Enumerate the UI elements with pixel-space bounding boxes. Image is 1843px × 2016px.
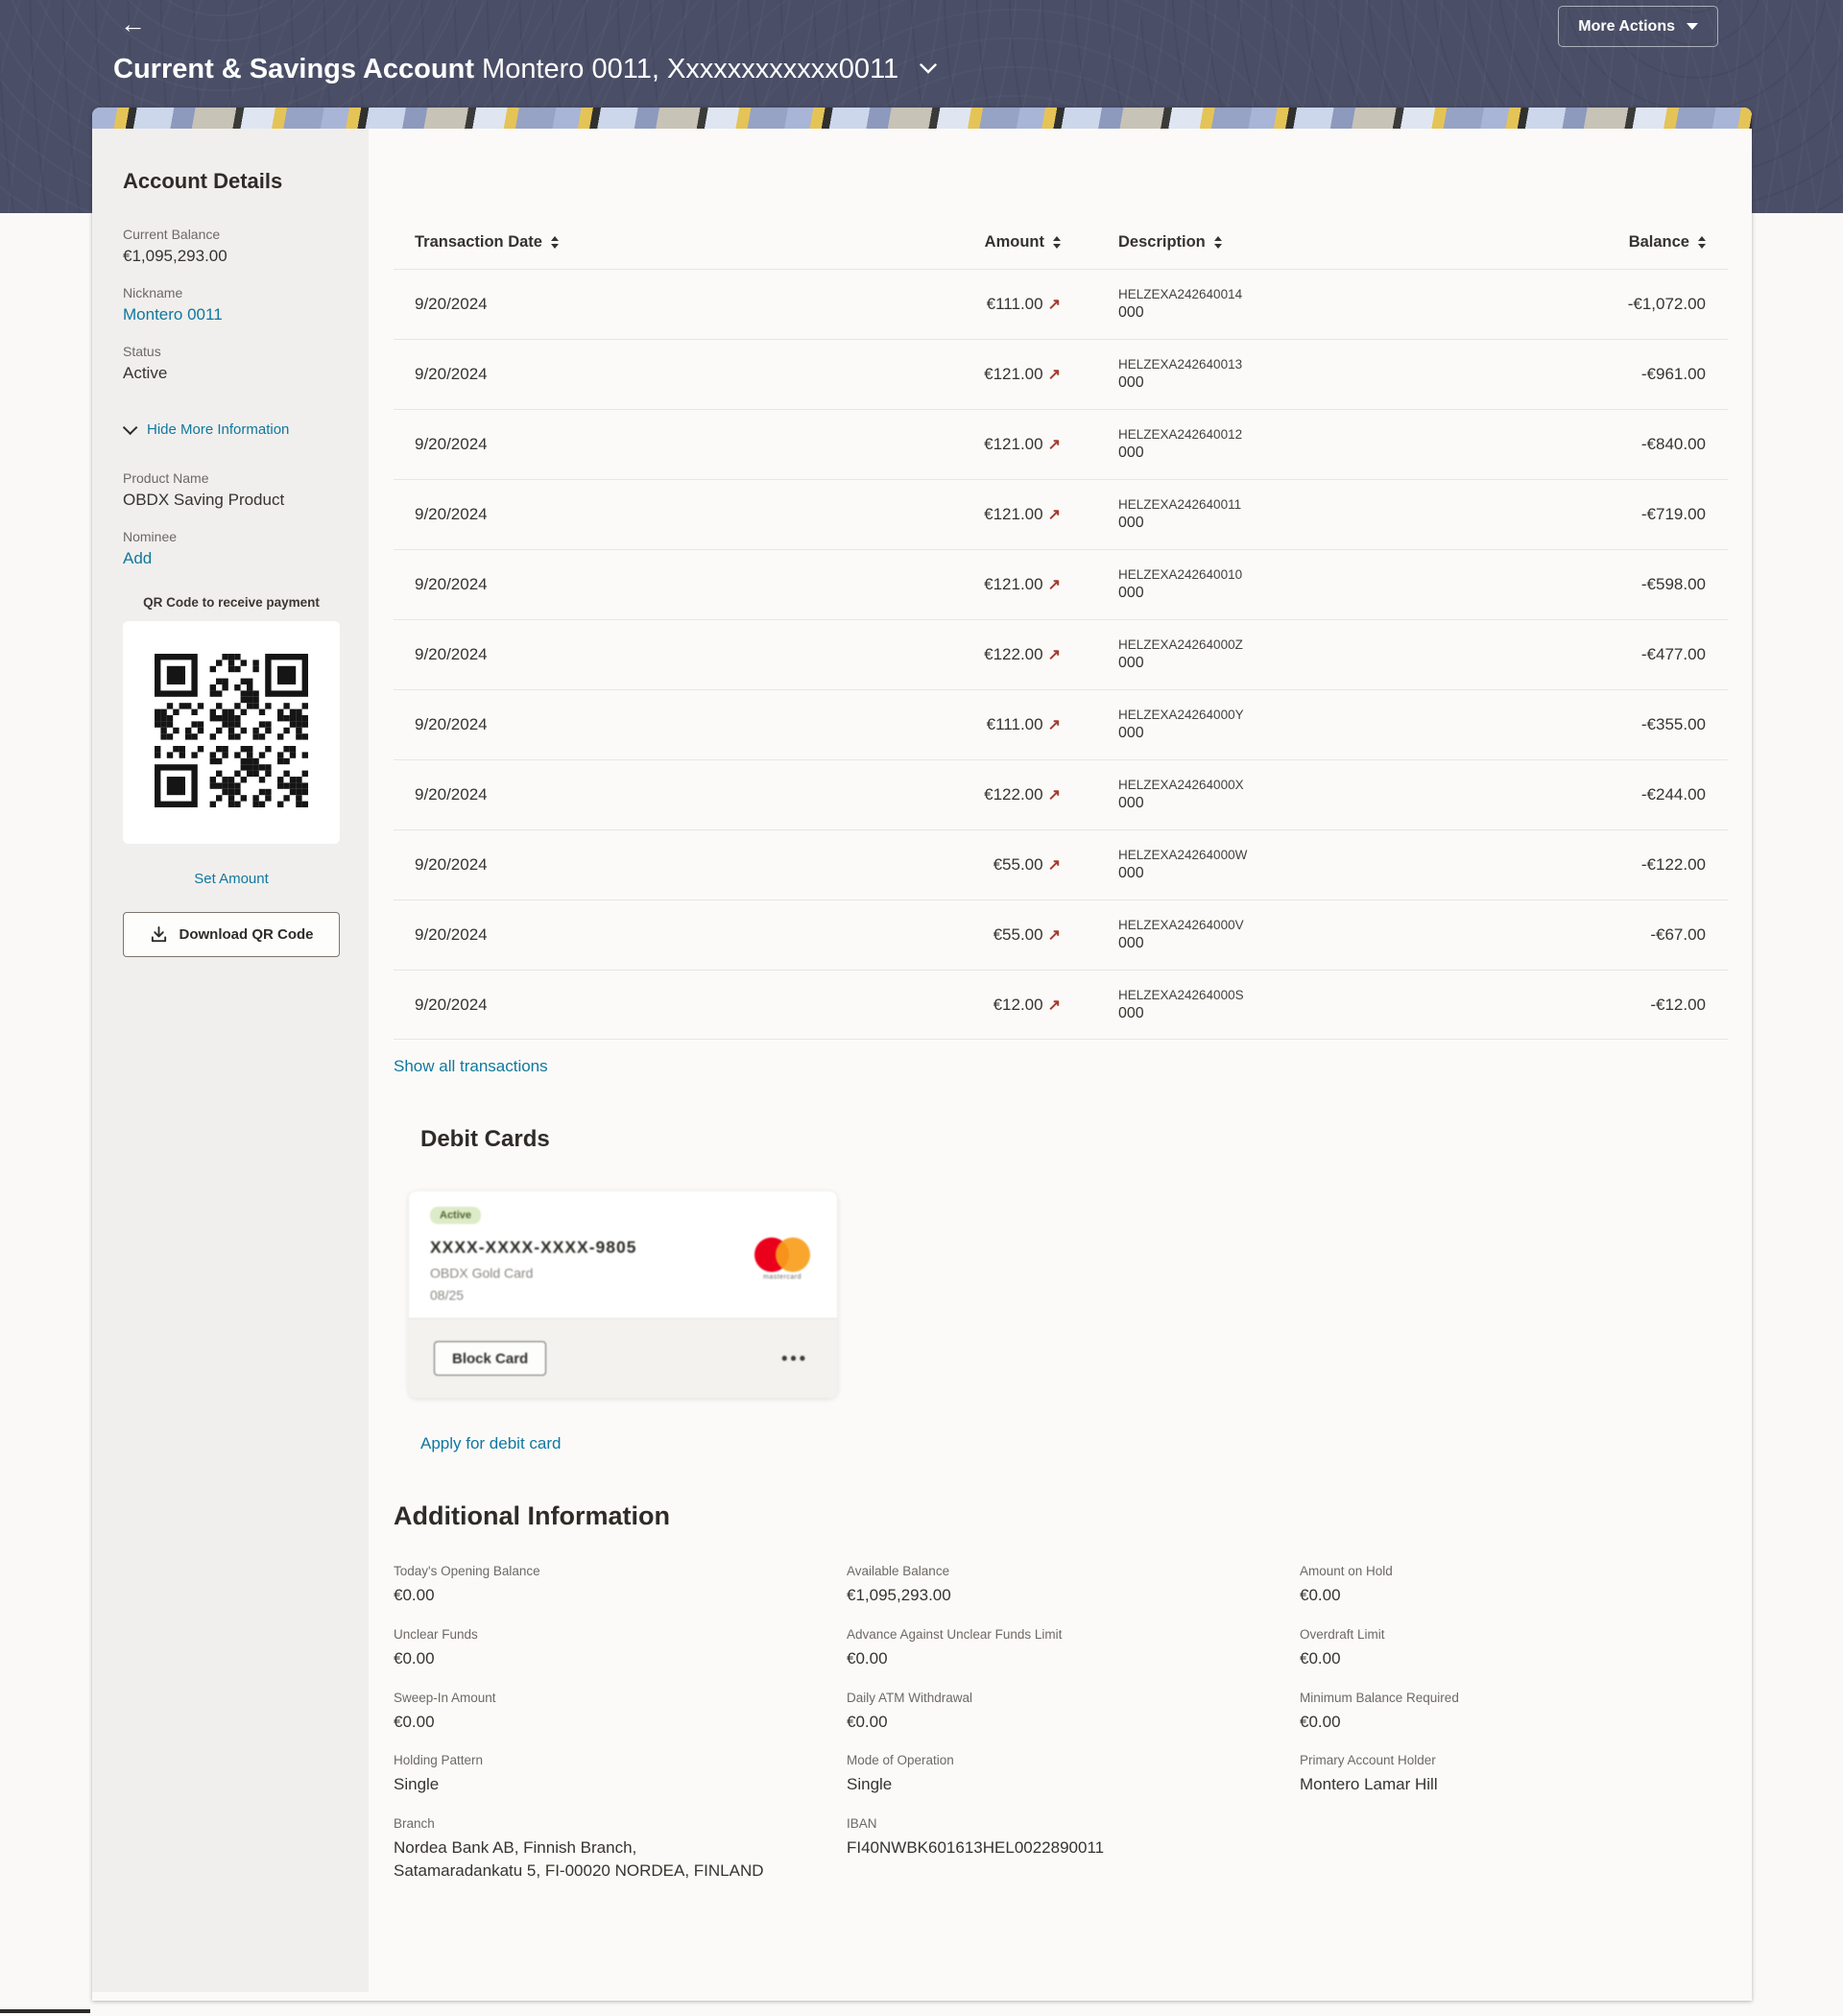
transaction-description: HELZEXA242640014 000	[1118, 287, 1243, 321]
transaction-amount: €121.00 ↗	[984, 365, 1061, 383]
block-card-button[interactable]: Block Card	[434, 1341, 546, 1376]
info-item: Unclear Funds €0.00	[394, 1626, 478, 1668]
transaction-amount: €12.00 ↗	[993, 995, 1061, 1014]
download-icon	[150, 925, 168, 944]
chevron-down-icon	[1687, 23, 1698, 30]
account-switcher-chevron-icon[interactable]	[920, 50, 937, 82]
table-row[interactable]	[394, 970, 1728, 1040]
outflow-arrow-icon: ↗	[1047, 437, 1061, 453]
debit-cards-heading: Debit Cards	[420, 1126, 550, 1152]
info-item: Minimum Balance Required €0.00	[1300, 1690, 1459, 1731]
table-row[interactable]	[394, 829, 1728, 900]
transaction-balance: -€598.00	[1640, 575, 1706, 593]
info-item: Available Balance €1,095,293.00	[847, 1564, 951, 1604]
sort-icon	[1053, 236, 1061, 249]
transaction-date: 9/20/2024	[415, 435, 488, 453]
card-menu-icon[interactable]: •••	[781, 1349, 808, 1368]
page-title	[113, 50, 937, 85]
transaction-date: 9/20/2024	[415, 365, 488, 383]
table-row[interactable]	[394, 689, 1728, 759]
transaction-balance: -€1,072.00	[1627, 295, 1706, 313]
apply-for-debit-card-link[interactable]: Apply for debit card	[420, 1434, 562, 1452]
nickname-link[interactable]: Montero 0011	[123, 305, 223, 324]
transaction-date: 9/20/2024	[415, 645, 488, 663]
decorative-pattern-band	[92, 108, 1752, 129]
account-details-sidebar	[92, 129, 369, 1992]
debit-card-widget	[409, 1191, 837, 1398]
nominee-add-link[interactable]: Add	[123, 549, 153, 567]
transaction-amount: €121.00 ↗	[984, 505, 1061, 523]
card-status-badge: Active	[430, 1207, 481, 1224]
outflow-arrow-icon: ↗	[1047, 717, 1061, 733]
hide-more-information-toggle[interactable]	[123, 421, 340, 438]
table-row[interactable]	[394, 479, 1728, 549]
transaction-date: 9/20/2024	[415, 785, 488, 804]
status-label: Status	[123, 344, 161, 359]
additional-information-grid	[394, 1564, 1728, 1883]
current-balance-value: €1,095,293.00	[123, 247, 227, 265]
outflow-arrow-icon: ↗	[1047, 297, 1061, 313]
qr-code	[155, 654, 308, 812]
info-item: Primary Account Holder Montero Lamar Hill	[1300, 1753, 1438, 1794]
transaction-date: 9/20/2024	[415, 295, 488, 313]
page-title-bold: Current & Savings Account	[113, 54, 474, 84]
info-item: Sweep-In Amount €0.00	[394, 1690, 496, 1731]
sort-icon	[1214, 236, 1222, 249]
current-balance-field	[123, 227, 340, 266]
transaction-balance: -€961.00	[1640, 365, 1706, 383]
nominee-field	[123, 529, 340, 568]
sort-icon	[551, 236, 559, 249]
transaction-description: HELZEXA242640012 000	[1118, 427, 1243, 461]
transaction-date: 9/20/2024	[415, 995, 488, 1014]
info-item: Advance Against Unclear Funds Limit €0.00	[847, 1626, 1063, 1668]
show-all-transactions-link[interactable]: Show all transactions	[394, 1057, 548, 1075]
more-actions-button[interactable]	[1558, 6, 1718, 47]
outflow-arrow-icon: ↗	[1047, 507, 1061, 523]
page-title-account: Montero 0011, Xxxxxxxxxxxx0011	[482, 54, 899, 84]
table-row[interactable]	[394, 409, 1728, 479]
info-item: Overdraft Limit €0.00	[1300, 1626, 1385, 1668]
info-item: Branch Nordea Bank AB, Finnish Branch, Satamaradankatu 5, FI-00020 NORDEA, FINLAND	[394, 1816, 764, 1880]
product-name-field	[123, 470, 340, 510]
transaction-amount: €122.00 ↗	[984, 645, 1061, 663]
card-product-name: OBDX Gold Card	[430, 1265, 534, 1281]
transaction-description: HELZEXA24264000Z 000	[1118, 637, 1243, 671]
transaction-description: HELZEXA24264000Y 000	[1118, 708, 1244, 741]
info-item: Mode of Operation Single	[847, 1753, 954, 1794]
outflow-arrow-icon: ↗	[1047, 367, 1061, 383]
table-row[interactable]	[394, 900, 1728, 970]
hide-more-information-label: Hide More Information	[147, 421, 290, 438]
transaction-description: HELZEXA24264000X 000	[1118, 778, 1244, 811]
debit-card-actions	[409, 1318, 837, 1398]
download-qr-code-button[interactable]	[123, 912, 340, 957]
set-amount-link[interactable]: Set Amount	[194, 871, 269, 887]
back-arrow-icon[interactable]: ←	[120, 10, 146, 38]
info-item: Daily ATM Withdrawal €0.00	[847, 1690, 973, 1731]
table-row[interactable]	[394, 549, 1728, 619]
transaction-amount: €121.00 ↗	[984, 575, 1061, 593]
sort-by-amount[interactable]	[985, 233, 1061, 252]
info-item: Amount on Hold €0.00	[1300, 1564, 1393, 1604]
outflow-arrow-icon: ↗	[1047, 647, 1061, 663]
transaction-balance: -€840.00	[1640, 435, 1706, 453]
transaction-description: HELZEXA24264000V 000	[1118, 918, 1244, 951]
outflow-arrow-icon: ↗	[1047, 996, 1061, 1014]
transaction-amount: €55.00 ↗	[993, 925, 1061, 944]
footer-edge	[0, 2009, 90, 2013]
chevron-down-icon	[123, 420, 138, 436]
date-header-label: Transaction Date	[415, 232, 542, 251]
table-row[interactable]	[394, 339, 1728, 409]
transactions-header-row	[394, 215, 1728, 269]
transaction-amount: €111.00 ↗	[986, 295, 1061, 313]
transaction-date: 9/20/2024	[415, 505, 488, 523]
additional-information-heading: Additional Information	[394, 1501, 670, 1530]
transaction-amount: €55.00 ↗	[993, 855, 1061, 874]
transaction-date: 9/20/2024	[415, 575, 488, 593]
table-row[interactable]	[394, 759, 1728, 829]
more-actions-label: More Actions	[1578, 17, 1675, 35]
account-details-card	[92, 108, 1752, 2001]
sort-by-description[interactable]	[1118, 233, 1222, 252]
outflow-arrow-icon: ↗	[1047, 927, 1061, 944]
outflow-arrow-icon: ↗	[1047, 577, 1061, 593]
sidebar-heading: Account Details	[123, 169, 283, 193]
nickname-field	[123, 285, 340, 324]
transaction-amount: €121.00 ↗	[984, 435, 1061, 453]
transaction-balance: -€122.00	[1640, 855, 1706, 874]
transaction-amount: €122.00 ↗	[984, 785, 1061, 804]
outflow-arrow-icon: ↗	[1047, 787, 1061, 804]
current-balance-label: Current Balance	[123, 227, 221, 242]
status-field	[123, 344, 340, 383]
sort-icon	[1698, 236, 1706, 249]
transaction-balance: -€12.00	[1650, 995, 1706, 1014]
nominee-label: Nominee	[123, 529, 178, 544]
transaction-description: HELZEXA24264000S 000	[1118, 987, 1244, 1021]
description-header-label: Description	[1118, 232, 1206, 251]
sort-by-date[interactable]	[415, 233, 559, 252]
transaction-date: 9/20/2024	[415, 715, 488, 733]
transaction-balance: -€355.00	[1640, 715, 1706, 733]
table-row[interactable]	[394, 619, 1728, 689]
info-item: Today's Opening Balance €0.00	[394, 1564, 540, 1604]
transaction-balance: -€477.00	[1640, 645, 1706, 663]
sort-by-balance[interactable]	[1629, 233, 1706, 252]
card-number: XXXX-XXXX-XXXX-9805	[430, 1237, 637, 1257]
transaction-description: HELZEXA242640010 000	[1118, 567, 1243, 601]
table-row[interactable]	[394, 269, 1728, 339]
transactions-table	[394, 215, 1728, 1040]
download-qr-label: Download QR Code	[179, 926, 314, 943]
transaction-date: 9/20/2024	[415, 855, 488, 874]
card-expiry: 08/25	[430, 1287, 465, 1303]
transaction-description: HELZEXA24264000W 000	[1118, 848, 1248, 881]
info-item: Holding Pattern Single	[394, 1753, 484, 1794]
transaction-balance: -€67.00	[1650, 925, 1706, 944]
transaction-date: 9/20/2024	[415, 925, 488, 944]
mastercard-logo-icon: mastercard	[753, 1237, 812, 1281]
product-name-value: OBDX Saving Product	[123, 491, 285, 509]
main-content	[369, 129, 1752, 1992]
qr-caption: QR Code to receive payment	[143, 595, 320, 610]
transaction-balance: -€719.00	[1640, 505, 1706, 523]
balance-header-label: Balance	[1628, 232, 1689, 251]
transaction-description: HELZEXA242640013 000	[1118, 357, 1243, 391]
transaction-balance: -€244.00	[1640, 785, 1706, 804]
qr-panel	[123, 621, 340, 844]
status-value: Active	[123, 364, 168, 382]
info-item: IBAN FI40NWBK601613HEL0022890011	[847, 1816, 1105, 1858]
nickname-label: Nickname	[123, 285, 183, 300]
transaction-amount: €111.00 ↗	[986, 715, 1061, 733]
product-name-label: Product Name	[123, 470, 209, 486]
transaction-description: HELZEXA242640011 000	[1118, 497, 1242, 531]
outflow-arrow-icon: ↗	[1047, 857, 1061, 874]
amount-header-label: Amount	[984, 232, 1044, 251]
